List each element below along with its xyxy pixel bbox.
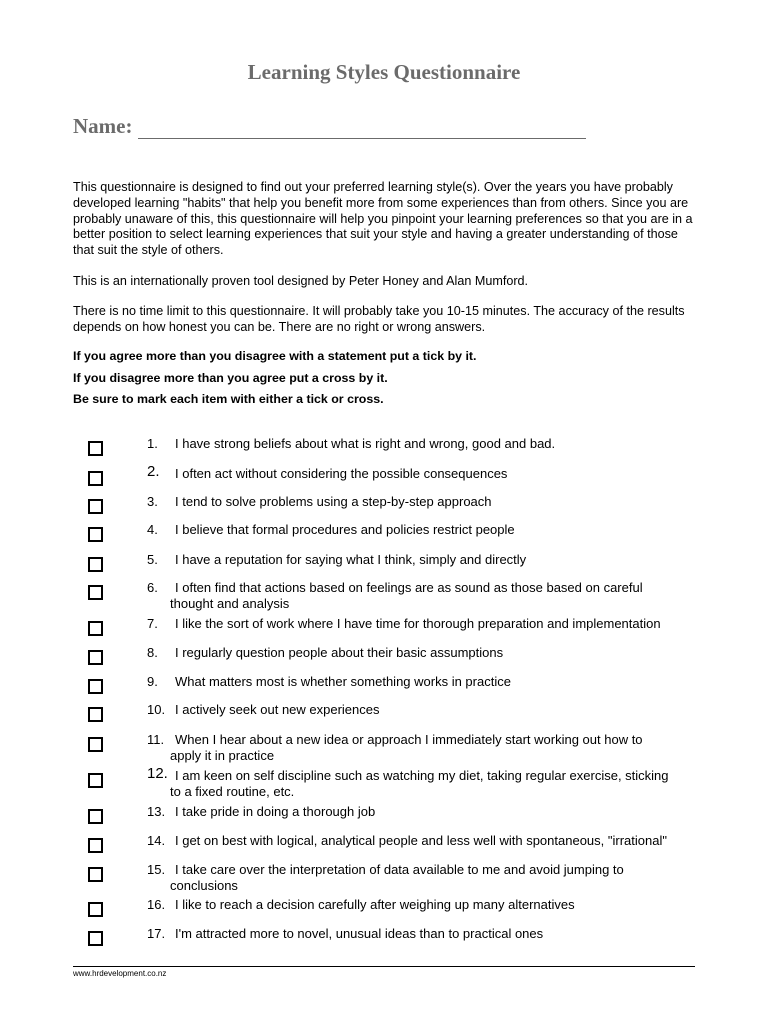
question-text: I get on best with logical, analytical people and less well with spontaneous, "irrational": [175, 833, 667, 848]
instruction-cross: If you disagree more than you agree put a cross by it.: [73, 370, 388, 385]
question-checkbox[interactable]: [88, 585, 103, 600]
question-text: What matters most is whether something works in practice: [175, 674, 511, 689]
intro-paragraph-2: This is an internationally proven tool designed by Peter Honey and Alan Mumford.: [73, 274, 529, 288]
question-number: 9.: [147, 674, 158, 689]
question-checkbox[interactable]: [88, 809, 103, 824]
question-text-continued: to a fixed routine, etc.: [170, 783, 295, 799]
question-text: I take care over the interpretation of data available to me and avoid jumping to: [175, 862, 624, 877]
question-number: 6.: [147, 580, 158, 595]
question-text: When I hear about a new idea or approach I immediately start working out how to: [175, 732, 643, 747]
footer-url[interactable]: www.hrdevelopment.co.nz: [73, 969, 167, 978]
question-text: I often act without considering the possible consequences: [175, 466, 508, 481]
footer-divider: [73, 966, 695, 967]
question-checkbox[interactable]: [88, 679, 103, 694]
question-number: 17.: [147, 926, 166, 941]
question-checkbox[interactable]: [88, 499, 103, 514]
question-checkbox[interactable]: [88, 773, 103, 788]
question-number: 11.: [147, 732, 165, 747]
question-number: 2.: [147, 463, 160, 480]
document-title: Learning Styles Questionnaire: [247, 60, 521, 84]
question-number: 4.: [147, 522, 158, 537]
intro-paragraph-1: This questionnaire is designed to find out your preferred learning style(s). Over the years you have probably developed learning "habits" that help you benefit more from some experiences than from others. Since you are probably unaware of this, this questionnaire will help you pinpoint your learning preferences so that you are in a better position to select learning experiences that suit your style and having a greater understanding of those that suit the style of others.: [73, 180, 693, 258]
name-field-row: [73, 114, 586, 139]
question-text-continued: apply it in practice: [170, 747, 275, 763]
question-text: I tend to solve problems using a step-by-step approach: [175, 494, 492, 509]
question-number: 10.: [147, 702, 166, 717]
question-number: 3.: [147, 494, 158, 509]
question-checkbox[interactable]: [88, 650, 103, 665]
question-number: 14.: [147, 833, 166, 848]
intro-paragraph-3: There is no time limit to this questionnaire. It will probably take you 10-15 minutes. The accuracy of the results depends on how honest you can be. There are no right or wrong answers.: [73, 304, 685, 334]
instruction-mark-each: Be sure to mark each item with either a tick or cross.: [73, 392, 384, 406]
question-text: I have strong beliefs about what is right and wrong, good and bad.: [175, 436, 556, 451]
question-checkbox[interactable]: [88, 931, 103, 946]
question-checkbox[interactable]: [88, 527, 103, 542]
question-text-continued: conclusions: [170, 877, 238, 893]
question-text: I believe that formal procedures and policies restrict people: [175, 522, 515, 537]
question-checkbox[interactable]: [88, 707, 103, 722]
question-number: 15.: [147, 862, 166, 877]
question-text: I like to reach a decision carefully after weighing up many alternatives: [175, 897, 575, 912]
question-number: 16.: [147, 897, 166, 912]
question-text: I actively seek out new experiences: [175, 702, 380, 717]
question-text: I am keen on self discipline such as watching my diet, taking regular exercise, sticking: [175, 768, 669, 783]
question-checkbox[interactable]: [88, 441, 103, 456]
question-text-continued: thought and analysis: [170, 595, 290, 611]
question-number: 5.: [147, 552, 158, 567]
question-text: I'm attracted more to novel, unusual ideas than to practical ones: [175, 926, 544, 941]
question-checkbox[interactable]: [88, 737, 103, 752]
instructions: [73, 346, 695, 411]
question-checkbox[interactable]: [88, 621, 103, 636]
question-number: 13.: [147, 804, 166, 819]
question-text: I have a reputation for saying what I think, simply and directly: [175, 552, 527, 567]
question-number: 12.: [147, 765, 168, 782]
question-text: I take pride in doing a thorough job: [175, 804, 376, 819]
question-number: 8.: [147, 645, 158, 660]
question-number: 1.: [147, 436, 158, 451]
question-number: 7.: [147, 616, 158, 631]
name-input-line[interactable]: [138, 116, 586, 139]
question-text: I like the sort of work where I have time for thorough preparation and implementation: [175, 616, 661, 631]
question-text: I often find that actions based on feelings are as sound as those based on careful: [175, 580, 643, 595]
question-checkbox[interactable]: [88, 557, 103, 572]
question-checkbox[interactable]: [88, 471, 103, 486]
name-label: Name:: [73, 114, 133, 138]
question-checkbox[interactable]: [88, 902, 103, 917]
question-checkbox[interactable]: [88, 867, 103, 882]
question-text: I regularly question people about their basic assumptions: [175, 645, 504, 660]
instruction-tick: If you agree more than you disagree with a statement put a tick by it.: [73, 349, 477, 363]
question-checkbox[interactable]: [88, 838, 103, 853]
